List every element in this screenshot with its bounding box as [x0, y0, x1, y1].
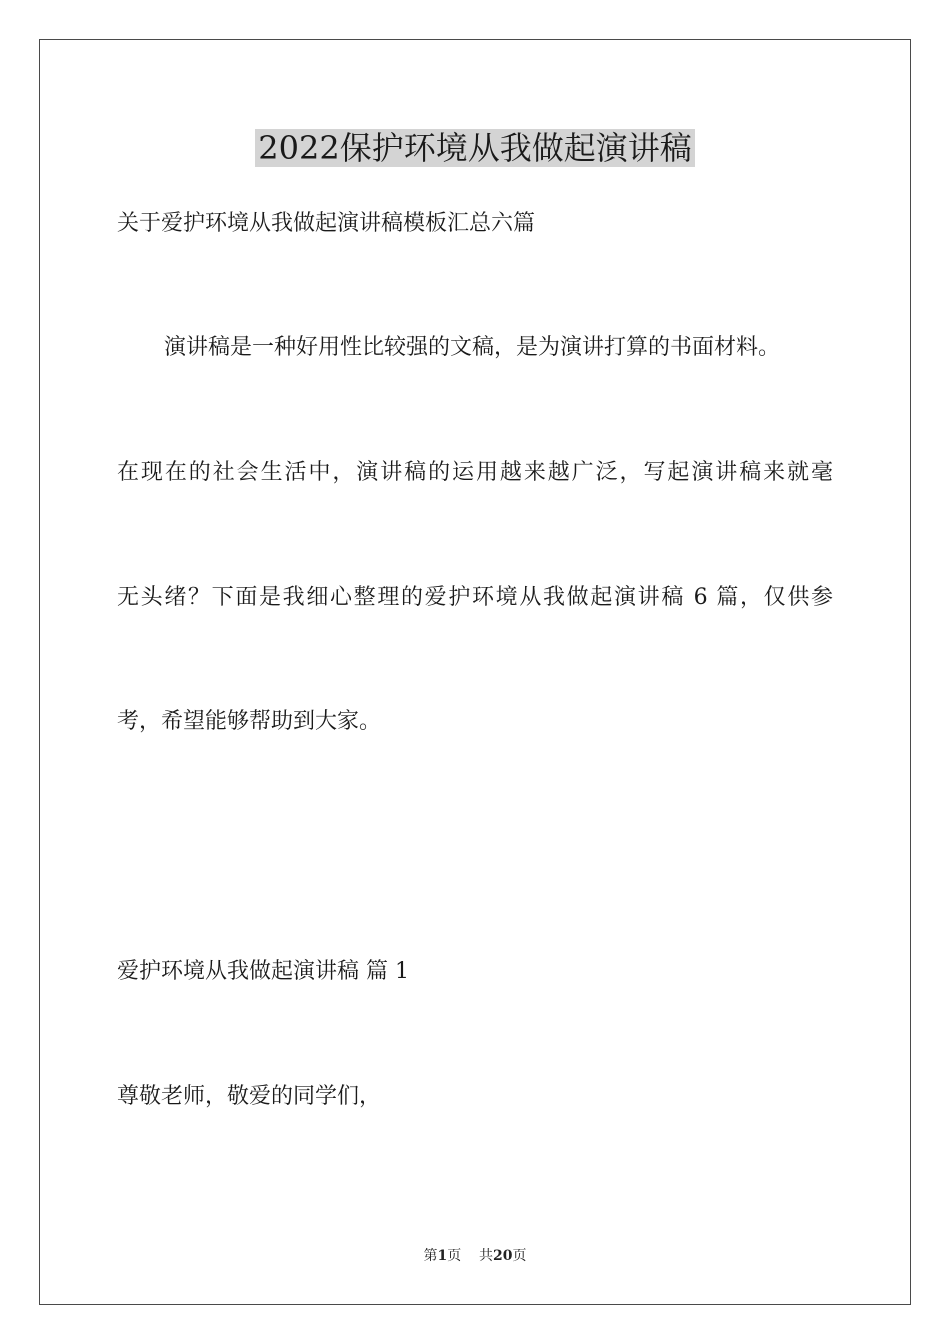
page-number: 1: [437, 1248, 448, 1264]
total-pages: 20: [493, 1248, 513, 1264]
intro-line-1: 演讲稿是一种好用性比较强的文稿，是为演讲打算的书面材料。: [164, 335, 781, 360]
total-prefix: 共: [479, 1248, 494, 1264]
document-subtitle: 关于爱护环境从我做起演讲稿模板汇总六篇: [117, 211, 536, 236]
page-suffix: 页: [447, 1248, 462, 1264]
intro-line-4: 考，希望能够帮助到大家。: [117, 709, 382, 734]
intro-line-3: 无头绪？下面是我细心整理的爱护环境从我做起演讲稿 6 篇，仅供参: [117, 585, 833, 610]
page-prefix: 第: [423, 1248, 438, 1264]
title-text: 2022保护环境从我做起演讲稿: [255, 129, 694, 167]
section-heading: 爱护环境从我做起演讲稿 篇 1: [117, 959, 409, 984]
page-footer: [0, 1246, 950, 1266]
salutation: 尊敬老师，敬爱的同学们，: [117, 1084, 382, 1109]
intro-line-2: 在现在的社会生活中，演讲稿的运用越来越广泛，写起演讲稿来就毫: [117, 460, 833, 485]
document-title: [0, 126, 950, 170]
total-suffix: 页: [512, 1248, 527, 1264]
